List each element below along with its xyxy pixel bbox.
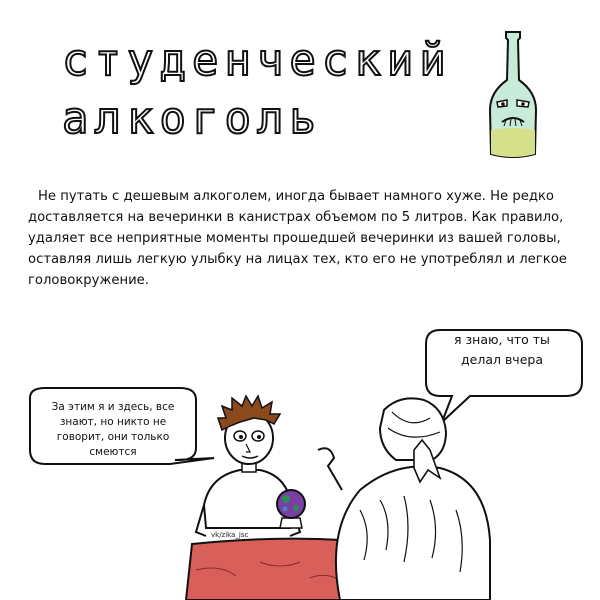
article-paragraph bbox=[28, 186, 576, 291]
fortune-teller-hand bbox=[318, 448, 342, 490]
title-line-2: алкоголь bbox=[62, 93, 322, 144]
right-bubble-text: я знаю, что ты делал вчера bbox=[454, 332, 550, 367]
title-line-1: студенческий bbox=[62, 35, 452, 86]
artist-watermark: vk/zika_jsc bbox=[211, 531, 249, 539]
tablecloth bbox=[186, 539, 352, 600]
left-bubble-text: За этим я и здесь, все знают, но никто не говорит, они только смеются bbox=[51, 401, 175, 458]
fortune-teller-character bbox=[318, 398, 490, 600]
fortune-teller-body bbox=[336, 466, 490, 600]
article-text: Не путать с дешевым алкоголем, иногда бывает намного хуже. Не редко доставляется на вечеринки в канистрах объемом по 5 литров. Как правило, удаляет все неприятные моменты прошедшей вечеринки из вашей головы, оставляя лишь легкую улыбку на лицах тех, кто его не употреблял и легкое головокружение. bbox=[28, 189, 567, 288]
bottle-illustration bbox=[488, 30, 538, 160]
bottle-liquid bbox=[491, 128, 535, 157]
comic-title bbox=[62, 32, 482, 148]
crystal-ball bbox=[277, 490, 305, 528]
